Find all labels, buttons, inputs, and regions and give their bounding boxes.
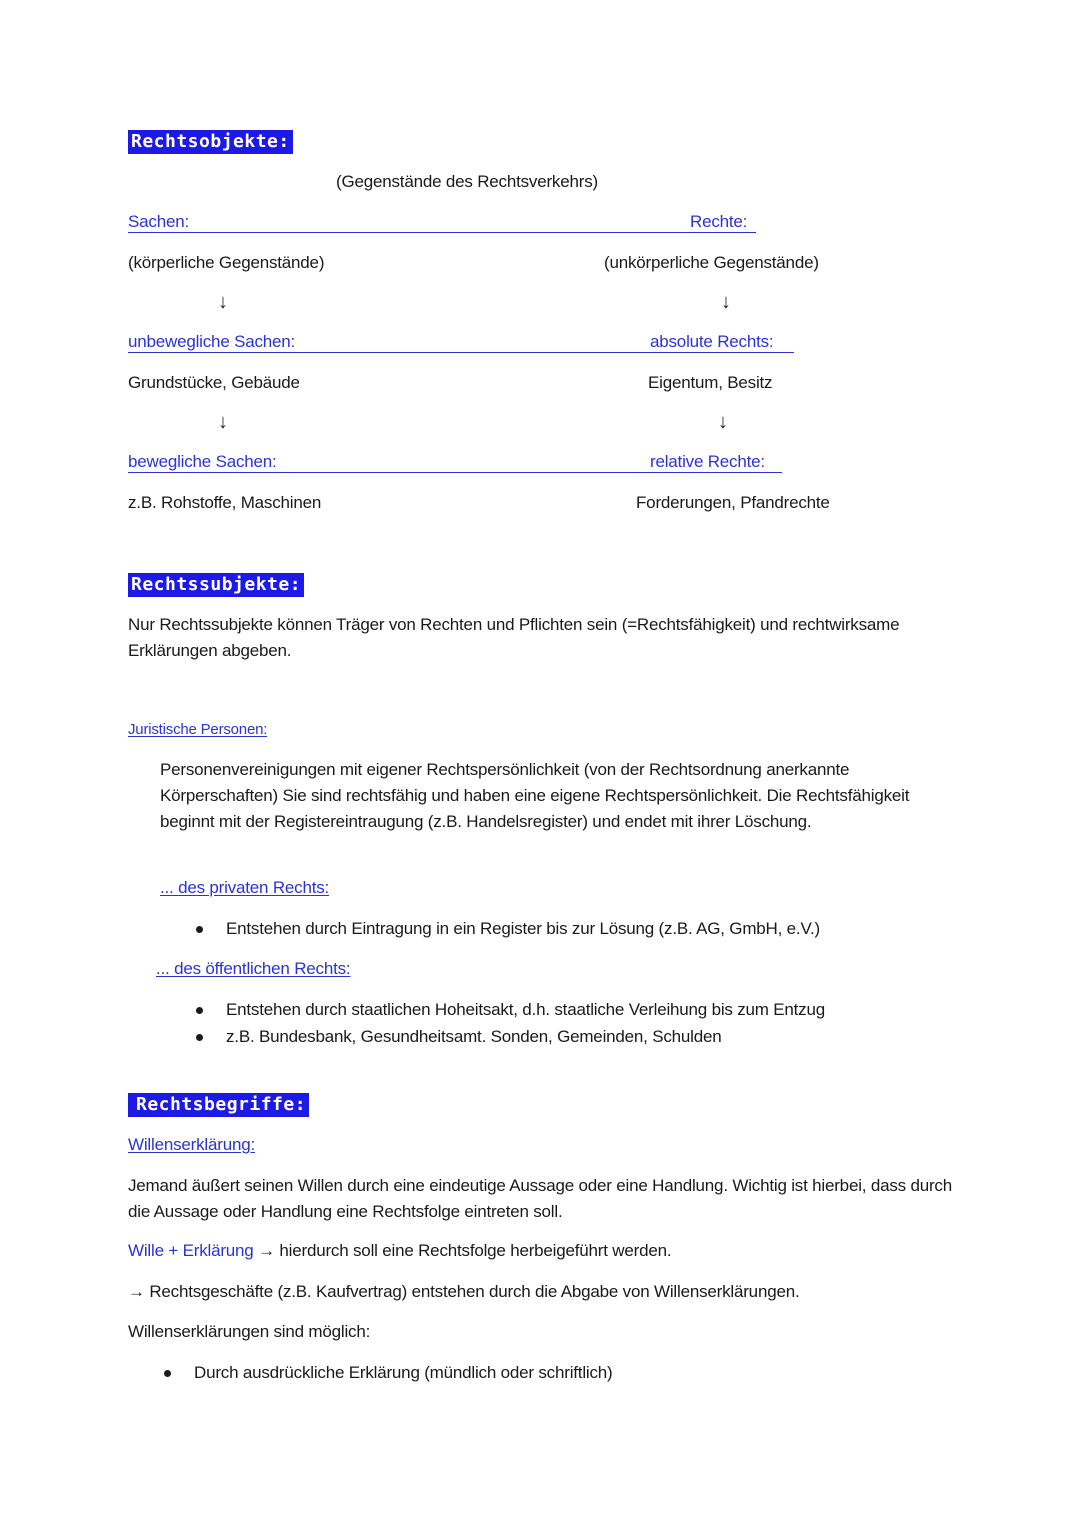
juristische-personen-text: Personenvereinigungen mit eigener Rechtspersönlichkeit (von der Rechtsordnung anerkannte Körperschaften) Sie sind rechtsfähig und haben eine eigene Rechtspersönlichkeit. Die Rechtsfähigkeit beginnt mit der Registereintraugung (z.B. Handelsregister) und endet mit ihrer Löschung. bbox=[160, 760, 910, 831]
willenserklaerung-title: Willenserklärung: bbox=[128, 1135, 255, 1154]
absolute-rechte-text: Eigentum, Besitz bbox=[648, 373, 773, 392]
rechte-title: Rechte: bbox=[690, 212, 748, 231]
arrow-down-icon: ↓ bbox=[218, 411, 228, 433]
absolute-rechte-title: absolute Rechts: bbox=[650, 332, 774, 351]
section-heading-rechtsbegriffe: Rechtsbegriffe: bbox=[128, 1093, 309, 1117]
rechte-desc: (unkörperliche Gegenstände) bbox=[604, 253, 819, 272]
list-item: z.B. Bundesbank, Gesundheitsamt. Sonden, Gemeinden, Schulden bbox=[160, 1023, 825, 1050]
sachen-desc: (körperliche Gegenstände) bbox=[128, 253, 325, 272]
moeglich-list bbox=[128, 1359, 613, 1386]
relative-rechte-text: Forderungen, Pfandrechte bbox=[636, 493, 830, 512]
subjekte-intro: Nur Rechtssubjekte können Träger von Rechten und Pflichten sein (=Rechtsfähigkeit) und rechtwirksame Erklärungen abgeben. bbox=[128, 615, 900, 660]
unbewegliche-sachen-text: Grundstücke, Gebäude bbox=[128, 373, 300, 392]
arrow-down-icon: ↓ bbox=[721, 291, 731, 313]
formula-rest: → hierdurch soll eine Rechtsfolge herbeigeführt werden. bbox=[258, 1241, 672, 1260]
divider-line bbox=[128, 352, 794, 353]
unbewegliche-sachen-title: unbewegliche Sachen: bbox=[128, 332, 296, 351]
divider-line bbox=[128, 472, 782, 473]
section-heading-rechtsobjekte: Rechtsobjekte: bbox=[128, 130, 293, 154]
bewegliche-sachen-title: bewegliche Sachen: bbox=[128, 452, 277, 471]
list-item: Entstehen durch Eintragung in ein Register bis zur Lösung (z.B. AG, GmbH, e.V.) bbox=[160, 915, 820, 942]
list-item: Entstehen durch staatlichen Hoheitsakt, d.h. staatliche Verleihung bis zum Entzug bbox=[160, 996, 825, 1023]
bewegliche-sachen-text: z.B. Rohstoffe, Maschinen bbox=[128, 493, 322, 512]
objekte-subtitle: (Gegenstände des Rechtsverkehrs) bbox=[336, 172, 598, 191]
rechtsgeschaefte-text: → Rechtsgeschäfte (z.B. Kaufvertrag) entstehen durch die Abgabe von Willenserklärungen. bbox=[128, 1282, 800, 1301]
oeffentliches-recht-title: ... des öffentlichen Rechts: bbox=[156, 959, 351, 978]
arrow-down-icon: ↓ bbox=[218, 291, 228, 313]
arrow-down-icon: ↓ bbox=[718, 411, 728, 433]
formula-line bbox=[128, 1241, 671, 1261]
privates-recht-list bbox=[160, 915, 820, 942]
sachen-title: Sachen: bbox=[128, 212, 189, 231]
section-heading-rechtssubjekte: Rechtssubjekte: bbox=[128, 573, 304, 597]
moeglich-label: Willenserklärungen sind möglich: bbox=[128, 1322, 371, 1341]
list-item: Durch ausdrückliche Erklärung (mündlich oder schriftlich) bbox=[128, 1359, 613, 1386]
juristische-personen-title: Juristische Personen: bbox=[128, 721, 268, 738]
willenserklaerung-text: Jemand äußert seinen Willen durch eine eindeutige Aussage oder eine Handlung. Wichtig ist hierbei, dass durch die Aussage oder Handlung eine Rechtsfolge eintreten soll. bbox=[128, 1176, 952, 1221]
oeffentliches-recht-list bbox=[160, 996, 825, 1050]
formula-highlight: Wille + Erklärung bbox=[128, 1241, 254, 1260]
privates-recht-title: ... des privaten Rechts: bbox=[160, 878, 330, 897]
relative-rechte-title: relative Rechte: bbox=[650, 452, 765, 471]
divider-line bbox=[128, 232, 756, 233]
